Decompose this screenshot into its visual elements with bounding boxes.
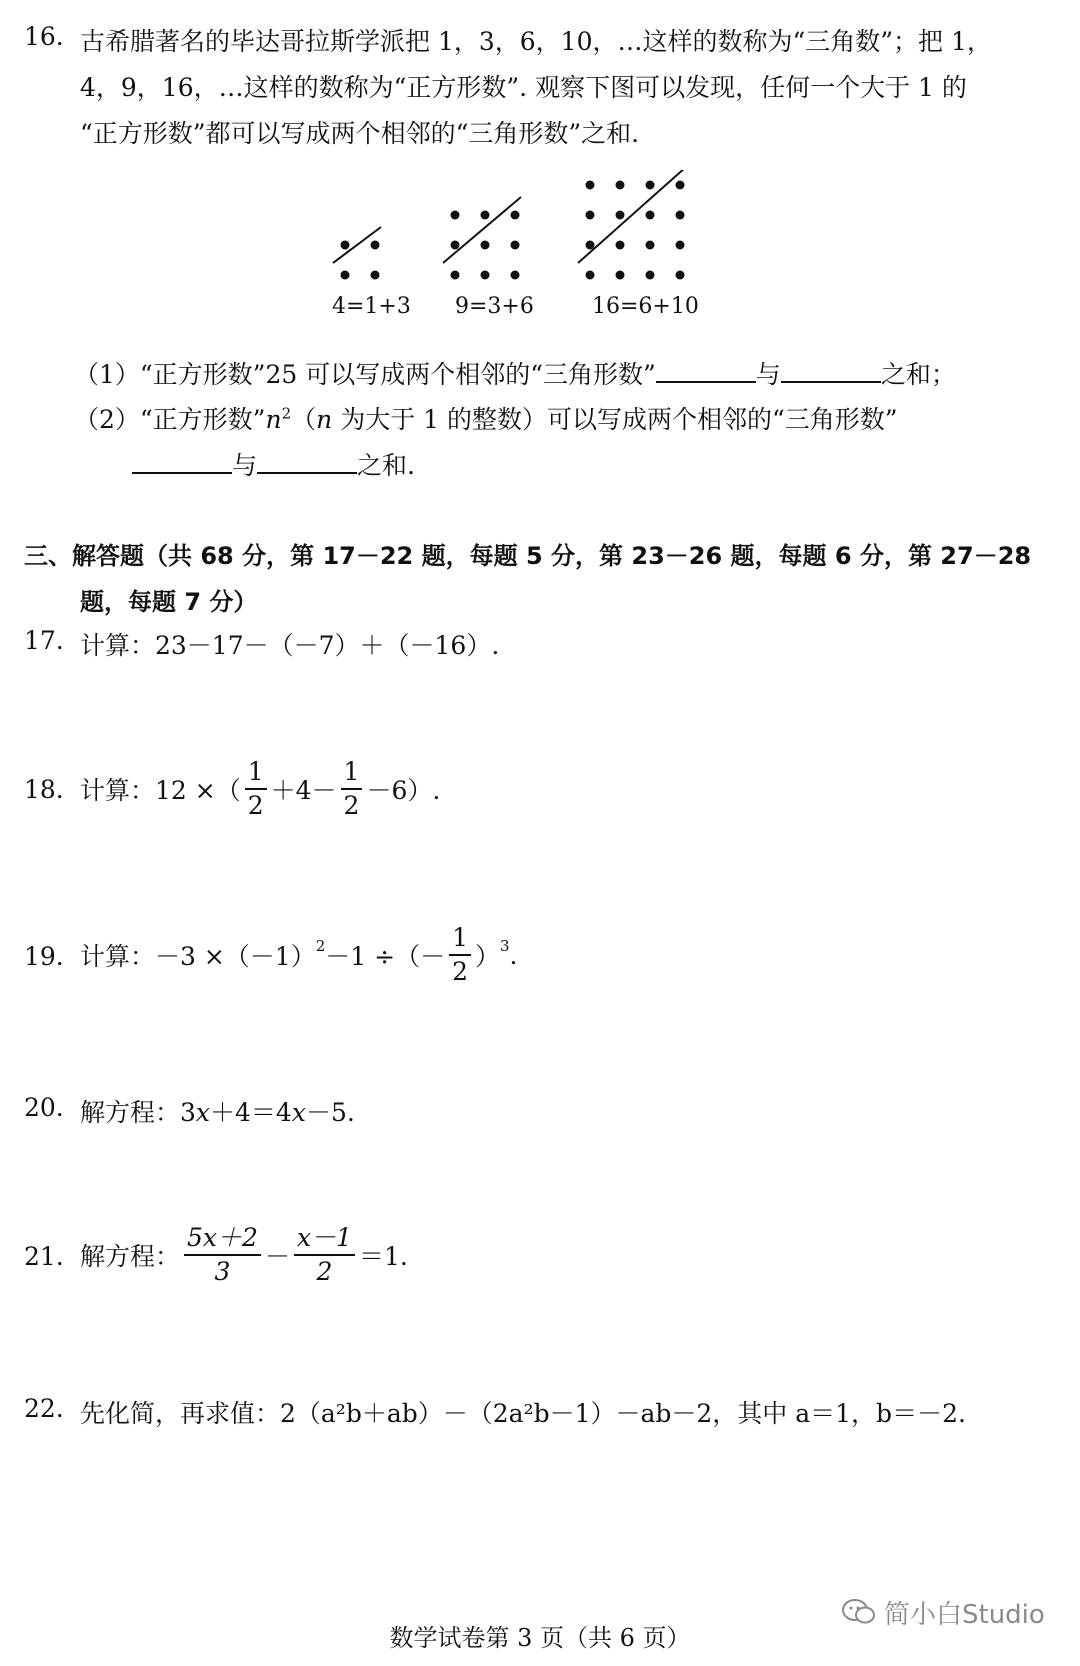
dot-figures [0,170,1080,290]
q16-line3: “正方形数”都可以写成两个相邻的“三角形数”之和. [80,119,640,148]
section-heading: 三、解答题（共 68 分，第 17－22 题，每题 5 分，第 23－26 题，每题 6 分，第 27－28 [24,542,1032,570]
q17-number: 17. [24,626,64,655]
dot [586,181,595,190]
q21-equation: 解方程： $\frac{5x+2}{3}$ － $\frac{x-1}{2}$ ＝1. [80,1223,408,1286]
dot [676,181,685,190]
q20-number: 20. [24,1093,64,1122]
q18-number: 18. [24,775,64,804]
dot [451,241,460,250]
figure-label-3: 16=6+10 [592,294,699,319]
q16-sub2: （2）“正方形数$”n^2(n$ 为大于 1 的整数）可以写成两个相邻的“三角形数” [74,404,898,434]
dot [586,241,595,250]
dot [646,211,655,220]
dot [481,211,490,220]
figure-label-2: 9=3+6 [455,294,534,319]
dot-grid-2 [443,197,521,280]
answer-blank-2[interactable] [781,359,881,383]
q20-equation: 解方程：3x＋4＝4x－5. [80,1098,355,1127]
dot [511,211,520,220]
diagonal-divider [443,197,521,263]
dot [371,271,380,280]
watermark: 简小白Studio [842,1594,1045,1633]
dot [451,211,460,220]
answer-blank-4[interactable] [257,450,357,474]
dot [511,241,520,250]
q22-text: 先化简，再求值：2（a²b＋ab）－（2a²b－1）－ab－2，其中 a＝1，b＝－2. [80,1399,966,1428]
dot [676,211,685,220]
dot [616,181,625,190]
dot-grid-3 [578,170,686,280]
fraction-5x2-over-3: $\frac{5x+2}{3}$ [184,1222,261,1288]
dot [586,271,595,280]
dot [616,271,625,280]
dot-grid-1 [333,227,381,280]
figure-label-1: 4=1+3 [332,294,411,319]
dot [481,241,490,250]
dot [451,271,460,280]
q19-number: 19. [24,942,64,971]
q16-sub1: （1）“正方形数”25 可以写成两个相邻的“三角形数” 与 之和； [74,360,956,389]
page-footer: 数学试卷第 3 页（共 6 页） [389,1624,691,1652]
dot [481,271,490,280]
fraction-half-3: $\frac{1}{2}$ [449,922,471,988]
q18-expression: 计算：12 ×（ $\frac{1}{2}$ ＋4－ $\frac{1}{2}$ －6）. [80,757,441,820]
q16-number: 16. [24,22,64,51]
dot [676,271,685,280]
dot [646,181,655,190]
dot [676,241,685,250]
q16-line2: 4，9，16，…这样的数称为“正方形数”. 观察下图可以发现，任何一个大于 1 的 [80,73,967,102]
fraction-half-1: $\frac{1}{2}$ [245,756,267,822]
dot [616,241,625,250]
fraction-half-2: $\frac{1}{2}$ [341,756,363,822]
q21-number: 21. [24,1242,64,1271]
q22-number: 22. [24,1394,64,1423]
answer-blank-3[interactable] [132,450,232,474]
dot [646,241,655,250]
dot [586,211,595,220]
q16-sub2-cont: 与 之和. [132,446,415,482]
dot [616,211,625,220]
section-heading-cont: 题，每题 7 分） [80,588,258,616]
q17-text: 计算：23－17－（－7）＋（－16）. [80,631,500,660]
dot [341,271,350,280]
dot [341,241,350,250]
dot [511,271,520,280]
answer-blank-1[interactable] [656,359,756,383]
dot [646,271,655,280]
q16-line1: 古希腊著名的毕达哥拉斯学派把 1，3，6，10，…这样的数称为“三角数”；把 1， [80,27,992,56]
fraction-x1-over-2: $\frac{x-1}{2}$ [294,1222,355,1288]
q19-expression: 计算：－3 ×（－1） $^2$ －1 ÷（－ $\frac{1}{2}$ ） $^3$ . [80,923,518,986]
dot [371,241,380,250]
